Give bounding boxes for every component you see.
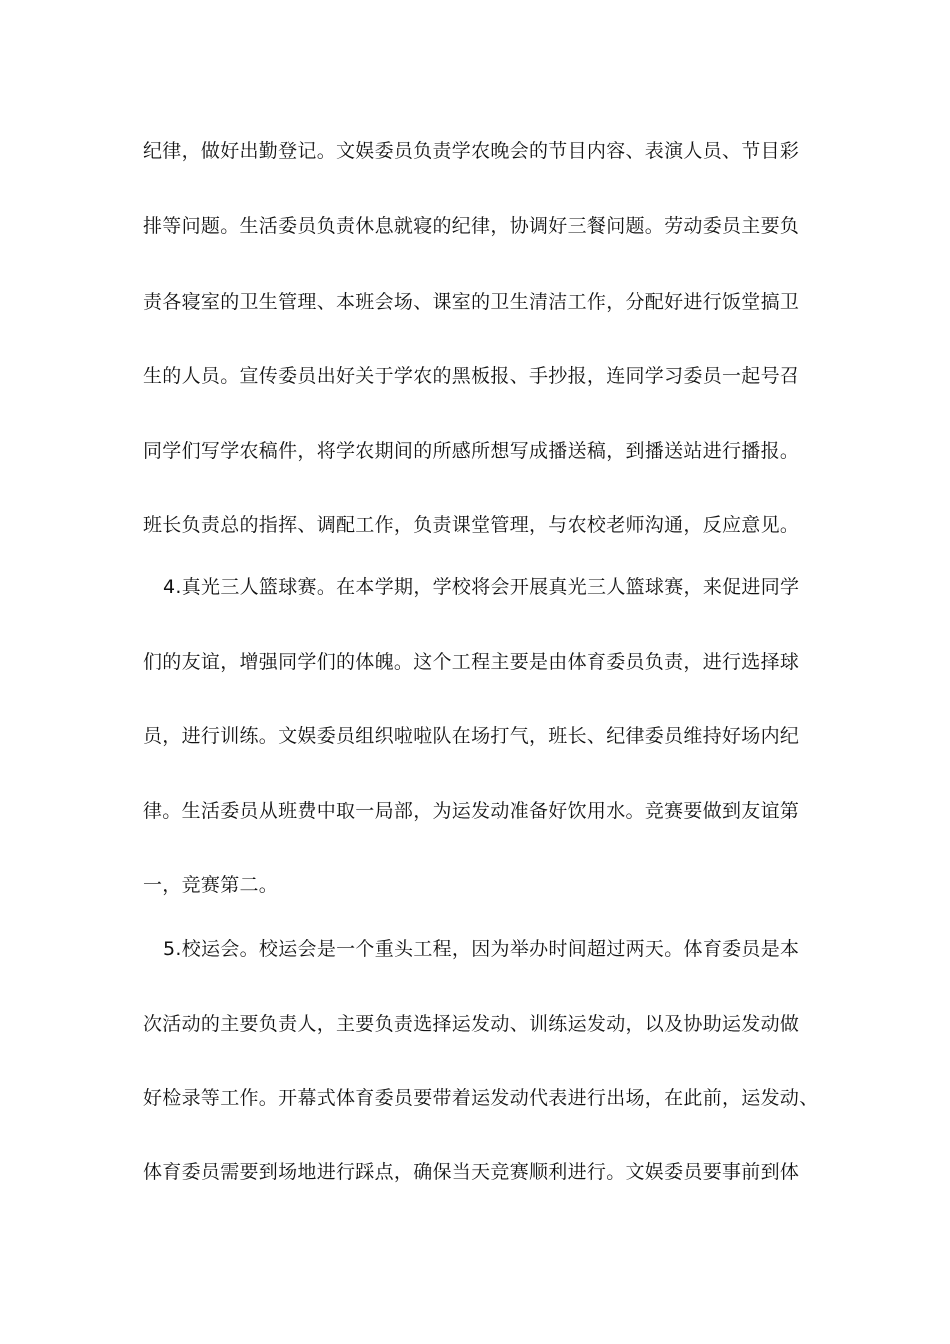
paragraph-line: 责各寝室的卫生管理、本班会场、课室的卫生清洁工作，分配好进行饭堂搞卫 xyxy=(143,291,800,313)
list-item-5-line: 5.校运会。校运会是一个重头工程，因为举办时间超过两天。体育委员是本 xyxy=(163,938,800,960)
paragraph-line: 一，竞赛第二。 xyxy=(143,874,279,896)
paragraph-line: 排等问题。生活委员负责休息就寝的纪律，协调好三餐问题。劳动委员主要负 xyxy=(143,215,800,237)
paragraph-line: 们的友谊，增强同学们的体魄。这个工程主要是由体育委员负责，进行选择球 xyxy=(143,651,800,673)
paragraph-line: 纪律，做好出勤登记。文娱委员负责学农晚会的节目内容、表演人员、节目彩 xyxy=(143,140,800,162)
paragraph-line: 好检录等工作。开幕式体育委员要带着运发动代表进行出场，在此前，运发动、 xyxy=(143,1087,819,1109)
paragraph-line: 次活动的主要负责人，主要负责选择运发动、训练运发动，以及协助运发动做 xyxy=(143,1013,800,1035)
paragraph-line: 同学们写学农稿件，将学农期间的所感所想写成播送稿，到播送站进行播报。 xyxy=(143,440,800,462)
paragraph-line: 班长负责总的指挥、调配工作，负责课堂管理，与农校老师沟通，反应意见。 xyxy=(143,514,800,536)
paragraph-line: 体育委员需要到场地进行踩点，确保当天竞赛顺利进行。文娱委员要事前到体 xyxy=(143,1161,800,1183)
paragraph-line: 律。生活委员从班费中取一局部，为运发动准备好饮用水。竞赛要做到友谊第 xyxy=(143,800,800,822)
list-item-4-line: 4.真光三人篮球赛。在本学期，学校将会开展真光三人篮球赛，来促进同学 xyxy=(163,576,800,598)
paragraph-line: 生的人员。宣传委员出好关于学农的黑板报、手抄报，连同学习委员一起号召 xyxy=(143,365,800,387)
paragraph-line: 员，进行训练。文娱委员组织啦啦队在场打气，班长、纪律委员维持好场内纪 xyxy=(143,725,800,747)
